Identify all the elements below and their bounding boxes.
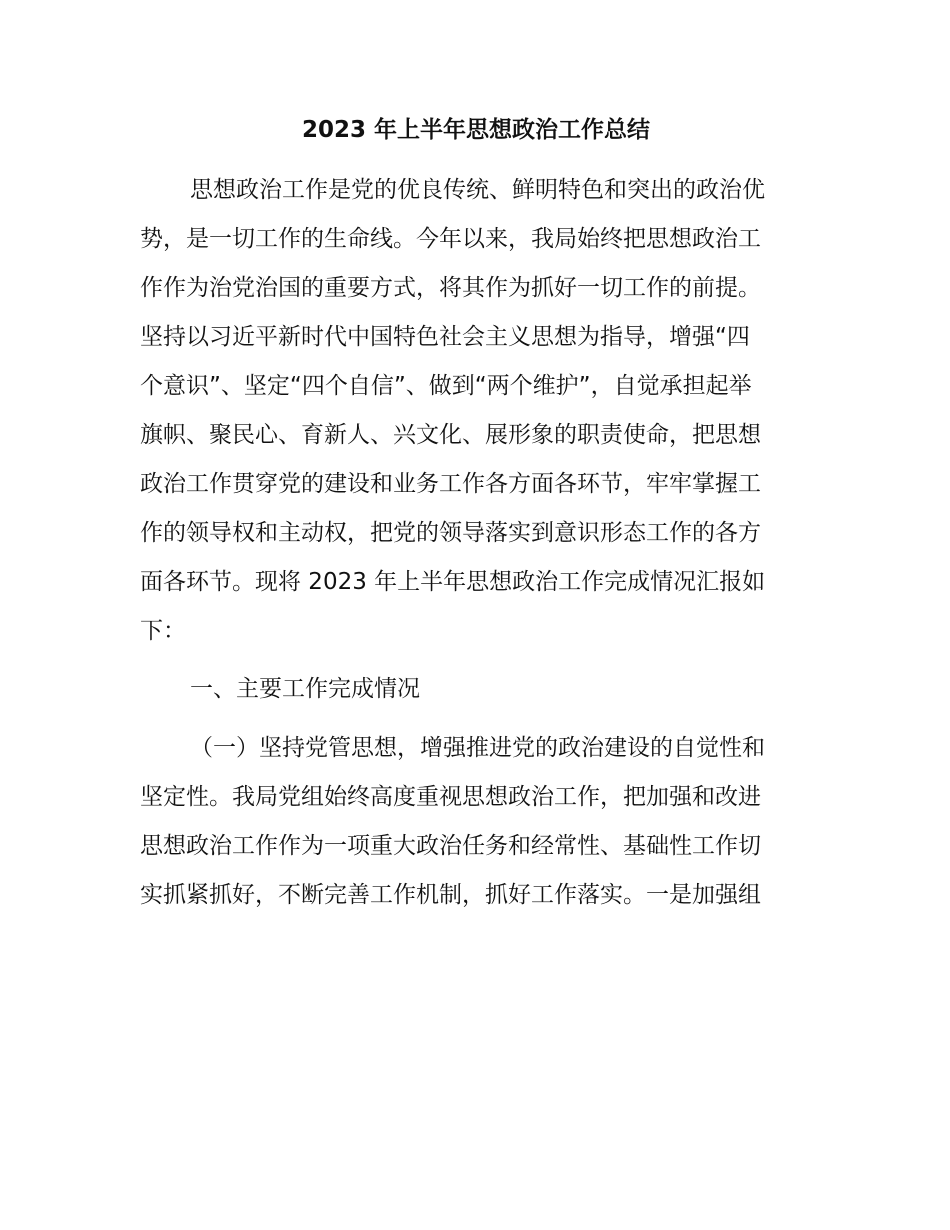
paragraph-line: 思想政治工作作为一项重大政治任务和经常性、基础性工作切: [140, 833, 761, 859]
paragraph-line: 下：: [140, 618, 186, 644]
paragraph-line: 旗帜、聚民心、育新人、兴文化、展形象的职责使命，把思想: [140, 422, 761, 448]
paragraph-line: 思想政治工作是党的优良传统、鲜明特色和突出的政治优: [190, 177, 765, 203]
section-heading: 一、主要工作完成情况: [190, 676, 420, 702]
paragraph-line: 实抓紧抓好，不断完善工作机制，抓好工作落实。一是加强组: [140, 882, 761, 908]
paragraph-line: 作作为治党治国的重要方式，将其作为抓好一切工作的前提。: [140, 275, 761, 301]
paragraph-line: （一）坚持党管思想，增强推进党的政治建设的自觉性和: [190, 735, 765, 761]
paragraph-line: 面各环节。现将 2023 年上半年思想政治工作完成情况汇报如: [140, 569, 766, 595]
document-title: 2023 年上半年思想政治工作总结: [301, 117, 651, 143]
paragraph-line: 作的领导权和主动权，把党的领导落实到意识形态工作的各方: [140, 520, 761, 546]
paragraph-line: 个意识”、坚定“四个自信”、做到“两个维护”，自觉承担起举: [140, 373, 752, 399]
paragraph-line: 坚定性。我局党组始终高度重视思想政治工作，把加强和改进: [140, 784, 761, 810]
paragraph-line: 势，是一切工作的生命线。今年以来，我局始终把思想政治工: [140, 226, 761, 252]
paragraph-line: 政治工作贯穿党的建设和业务工作各方面各环节，牢牢掌握工: [140, 471, 761, 497]
paragraph-line: 坚持以习近平新时代中国特色社会主义思想为指导，增强“四: [140, 324, 750, 350]
